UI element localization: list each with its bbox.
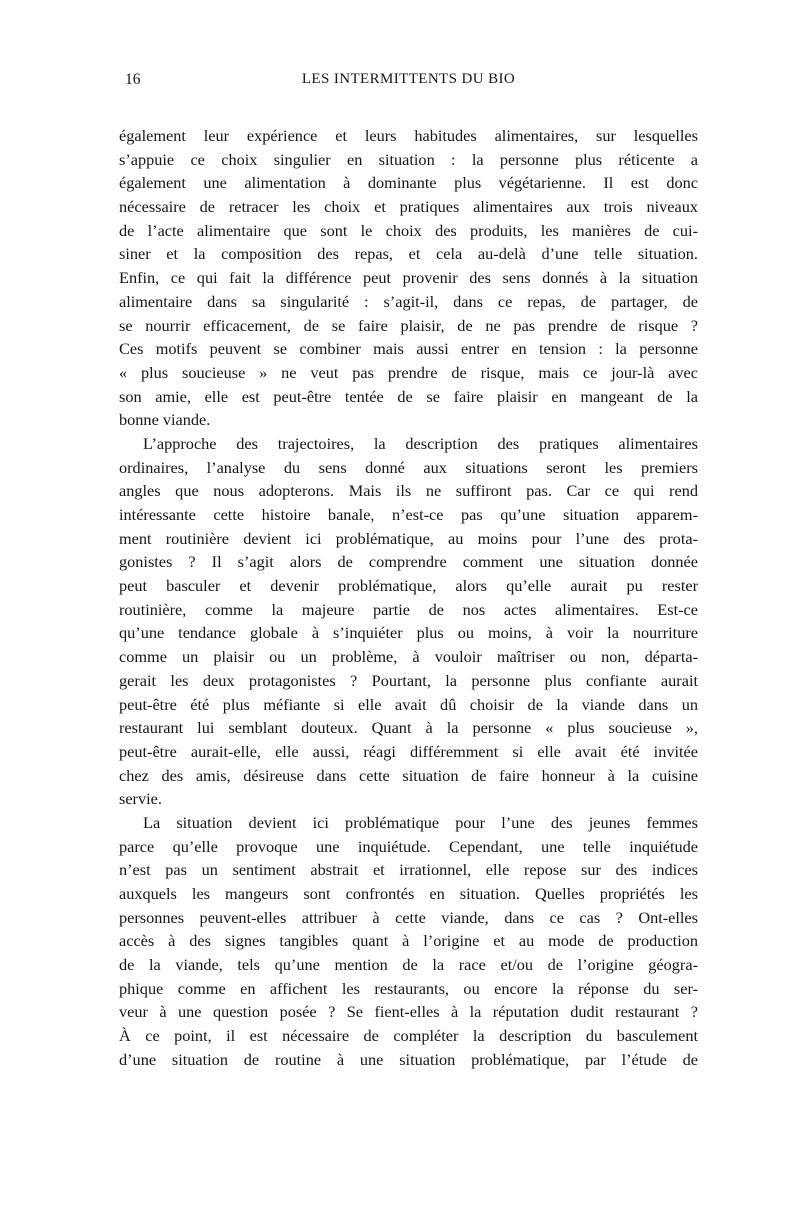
page-number: 16 <box>125 71 141 88</box>
text-line: parce qu’elle provoque une inquiétude. Cependant, une telle inquiétude <box>119 836 698 856</box>
text-line: veur à une question posée ? Se fient-elles à la réputation dudit restaurant ? <box>119 1002 698 1022</box>
text-line: se nourrir efficacement, de se faire plaisir, de ne pas prendre de risque ? <box>119 315 698 335</box>
text-line: accès à des signes tangibles quant à l’origine et au mode de production <box>119 931 698 951</box>
text-line: de la viande, tels qu’une mention de la race et/ou de l’origine géogra- <box>119 955 698 975</box>
text-line: qu’une tendance globale à s’inquiéter plus ou moins, à voir la nourriture <box>119 623 698 643</box>
text-line: restaurant lui semblant douteux. Quant à la personne « plus soucieuse », <box>119 718 698 738</box>
text-line: n’est pas un sentiment abstrait et irrationnel, elle repose sur des indices <box>119 860 698 880</box>
running-title: LES INTERMITTENTS DU BIO <box>301 71 516 87</box>
text-line: gonistes ? Il s’agit alors de comprendre comment une situation donnée <box>119 552 698 572</box>
page-body <box>119 124 698 1072</box>
text-line: son amie, elle est peut-être tentée de se faire plaisir en mangeant de la <box>119 386 698 406</box>
text-line: intéressante cette histoire banale, n’est-ce pas qu’une situation apparem- <box>119 505 698 524</box>
text-line: d’une situation de routine à une situation problématique, par l’étude de <box>119 1049 698 1069</box>
text-line: de l’acte alimentaire que sont le choix des produits, les manières de cui- <box>119 220 698 240</box>
page-header <box>119 71 698 93</box>
paragraph <box>119 432 698 811</box>
text-line: À ce point, il est nécessaire de compléter la description du basculement <box>119 1026 698 1046</box>
text-line: ment routinière devient ici problématique, au moins pour l’une des prota- <box>119 528 698 548</box>
paragraph <box>119 811 698 1072</box>
text-line: nécessaire de retracer les choix et pratiques alimentaires aux trois niveaux <box>119 197 698 217</box>
text-line: siner et la composition des repas, et cela au-delà d’une telle situation. <box>119 244 698 264</box>
text-line: « plus soucieuse » ne veut pas prendre de risque, mais ce jour-là avec <box>119 362 698 382</box>
text-line: peut-être été plus méfiante si elle avait dû choisir de la viande dans un <box>119 694 698 714</box>
text-line: phique comme en affichent les restaurants, ou encore la réponse du ser- <box>119 978 698 998</box>
text-line: La situation devient ici problématique pour l’une des jeunes femmes <box>143 812 698 832</box>
text-line: servie. <box>119 789 162 809</box>
text-line: gerait les deux protagonistes ? Pourtant, la personne plus confiante aurait <box>119 670 698 690</box>
text-line: angles que nous adopterons. Mais ils ne suffiront pas. Car ce qui rend <box>119 481 698 501</box>
text-line: peut basculer et devenir problématique, alors qu’elle aurait pu rester <box>119 576 698 596</box>
text-line: peut-être aurait-elle, elle aussi, réagi différemment si elle avait été invitée <box>119 741 698 761</box>
text-line: chez des amis, désireuse dans cette situation de faire honneur à la cuisine <box>119 765 698 785</box>
paragraph <box>119 124 698 432</box>
text-line: personnes peuvent-elles attribuer à cette viande, dans ce cas ? Ont-elles <box>119 907 698 927</box>
text-line: bonne viande. <box>119 410 211 430</box>
text-line: ordinaires, l’analyse du sens donné aux situations seront les premiers <box>119 457 698 477</box>
text-line: comme un plaisir ou un problème, à vouloir maîtriser ou non, départa- <box>119 647 698 667</box>
text-line: s’appuie ce choix singulier en situation : la personne plus réticente a <box>119 149 698 169</box>
text-line: alimentaire dans sa singularité : s’agit-il, dans ce repas, de partager, de <box>119 291 698 311</box>
text-line: également leur expérience et leurs habitudes alimentaires, sur lesquelles <box>119 126 698 145</box>
text-line: Enfin, ce qui fait la différence peut provenir des sens donnés à la situation <box>119 268 698 288</box>
text-line: L’approche des trajectoires, la description des pratiques alimentaires <box>143 433 698 453</box>
text-line: également une alimentation à dominante plus végétarienne. Il est donc <box>119 173 698 193</box>
text-line: routinière, comme la majeure partie de nos actes alimentaires. Est-ce <box>119 599 698 619</box>
text-line: auxquels les mangeurs sont confrontés en situation. Quelles propriétés les <box>119 884 698 903</box>
text-line: Ces motifs peuvent se combiner mais aussi entrer en tension : la personne <box>119 339 698 359</box>
